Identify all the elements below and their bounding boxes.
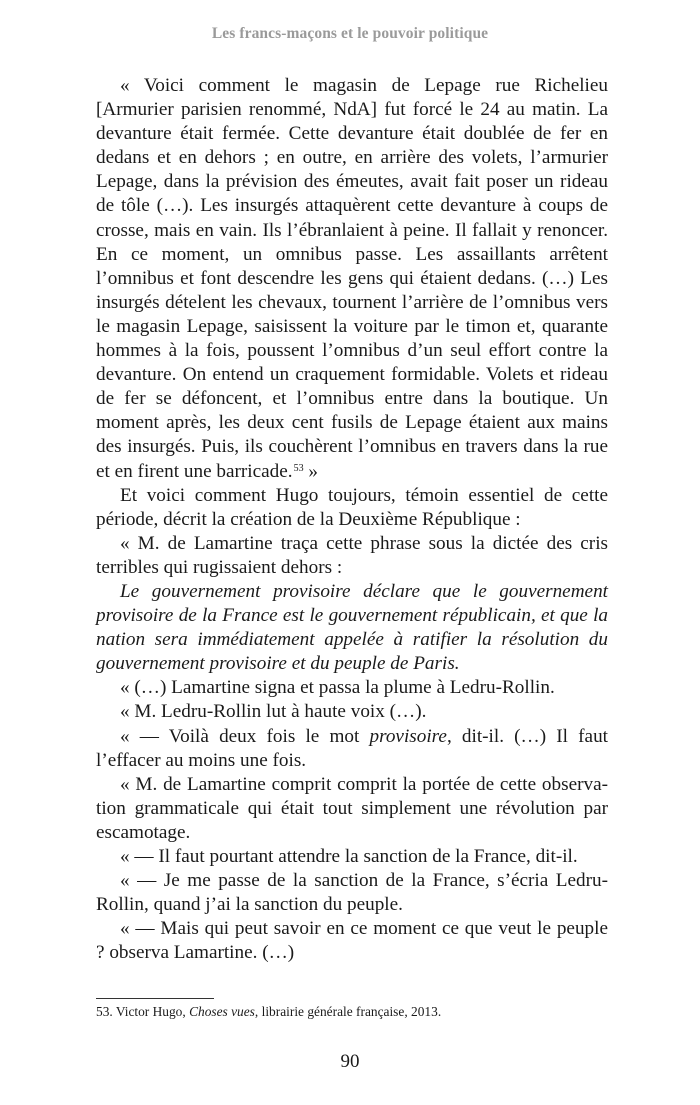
paragraph-ledru-rollin-lut: « M. Ledru-Rollin lut à haute voix (…). [120, 701, 427, 723]
page-number: 90 [340, 1051, 360, 1072]
running-head: Les francs-maçons et le pouvoir politique [211, 25, 489, 42]
paragraph-lamartine-phrase: « M. de Lamartine traça cette phrase sous la dictée des cris terribles qui rugissaient dehors : [96, 532, 608, 578]
paragraph-sanction-france: « — Il faut pourtant attendre la sanction de la France, dit-il. [120, 846, 578, 867]
paragraph-text: , dit-il. (…) Il faut l’effacer au moins une fois. [96, 725, 608, 771]
paragraph-voila-deux-fois [96, 725, 608, 773]
footnote-title: Choses vues [189, 1004, 255, 1019]
footnote-author: Victor Hugo, [112, 1004, 190, 1019]
emphasis-provisoire: provisoire [369, 725, 447, 747]
footnote-publisher: , librairie générale française, 2013. [254, 1004, 442, 1019]
footnote-53 [96, 1003, 608, 1021]
paragraph-hugo-quote-lepage [96, 74, 608, 484]
body-text [96, 74, 608, 965]
paragraph-que-veut-le-peuple: « — Mais qui peut savoir en ce moment ce que veut le peuple ? observa Lamartine. (…) [96, 918, 608, 964]
paragraph-sanction-peuple: « — Je me passe de la sanction de la France, s’écria Ledru-Rollin, quand j’ai la sanction du peuple. [96, 870, 608, 916]
declaration-italic: Le gouvernement provisoire déclare que le gouvernement provisoire de la France est le gouvernement républicain, et que la nation sera immédiatement appelée à ratifier la résolution du gouvernement provisoire et du peuple de Paris. [96, 580, 608, 675]
paragraph-text: « — Voilà deux fois le mot [120, 725, 370, 747]
paragraph-observation: « M. de Lamartine comprit comprit la portée de cette observation grammaticale qui était tout simplement une révolution par escamotage. [96, 773, 608, 843]
footnote-number: 53. [96, 1004, 113, 1019]
paragraph-text: « Voici comment le magasin de Lepage rue Richelieu [Armurier parisien renommé, NdA] fut forcé le 24 au matin. La devanture était fermée. Cette devanture était doublée de fer en dedans et en dehors ; en outre, en arrière des volets, l’armurier Lepage, dans la prévision des émeutes, avait fait poser un rideau de tôle (…). Les insurgés attaquèrent cette devanture à coups de crosse, mais en vain. Ils l’ébranlaient à peine. Il fallait y renoncer. En ce moment, un omnibus passe. Les assaillants arrêtent l’omnibus et font descendre les gens qui étaient dedans. (…) Les insurgés dételent les chevaux, tournent l’arrière de l’omnibus vers le magasin Lepage, saisissent la voiture par le timon et, quarante hommes à la fois, poussent l’omnibus d’un seul effort contre la devanture. On entend un craquement formidable. Volets et rideau de fer se défoncent, et l’omnibus entre dans la boutique. Un moment après, les deux cent fusils de Lepage étaient aux mains des insurgés. Puis, ils couchèrent l’omnibus en travers dans la rue et en firent une barricade. [96, 75, 608, 482]
paragraph-intro-republique: Et voici comment Hugo toujours, témoin essentiel de cette période, décrit la création de la Deuxième République : [96, 484, 608, 530]
footnote-separator [96, 998, 214, 999]
paragraph-lamartine-signa: « (…) Lamartine signa et passa la plume à Ledru-Rollin. [120, 677, 555, 699]
footnote-reference[interactable]: 53 [293, 462, 304, 474]
closing-quote: » [303, 460, 318, 482]
paragraph-declaration [96, 580, 608, 676]
